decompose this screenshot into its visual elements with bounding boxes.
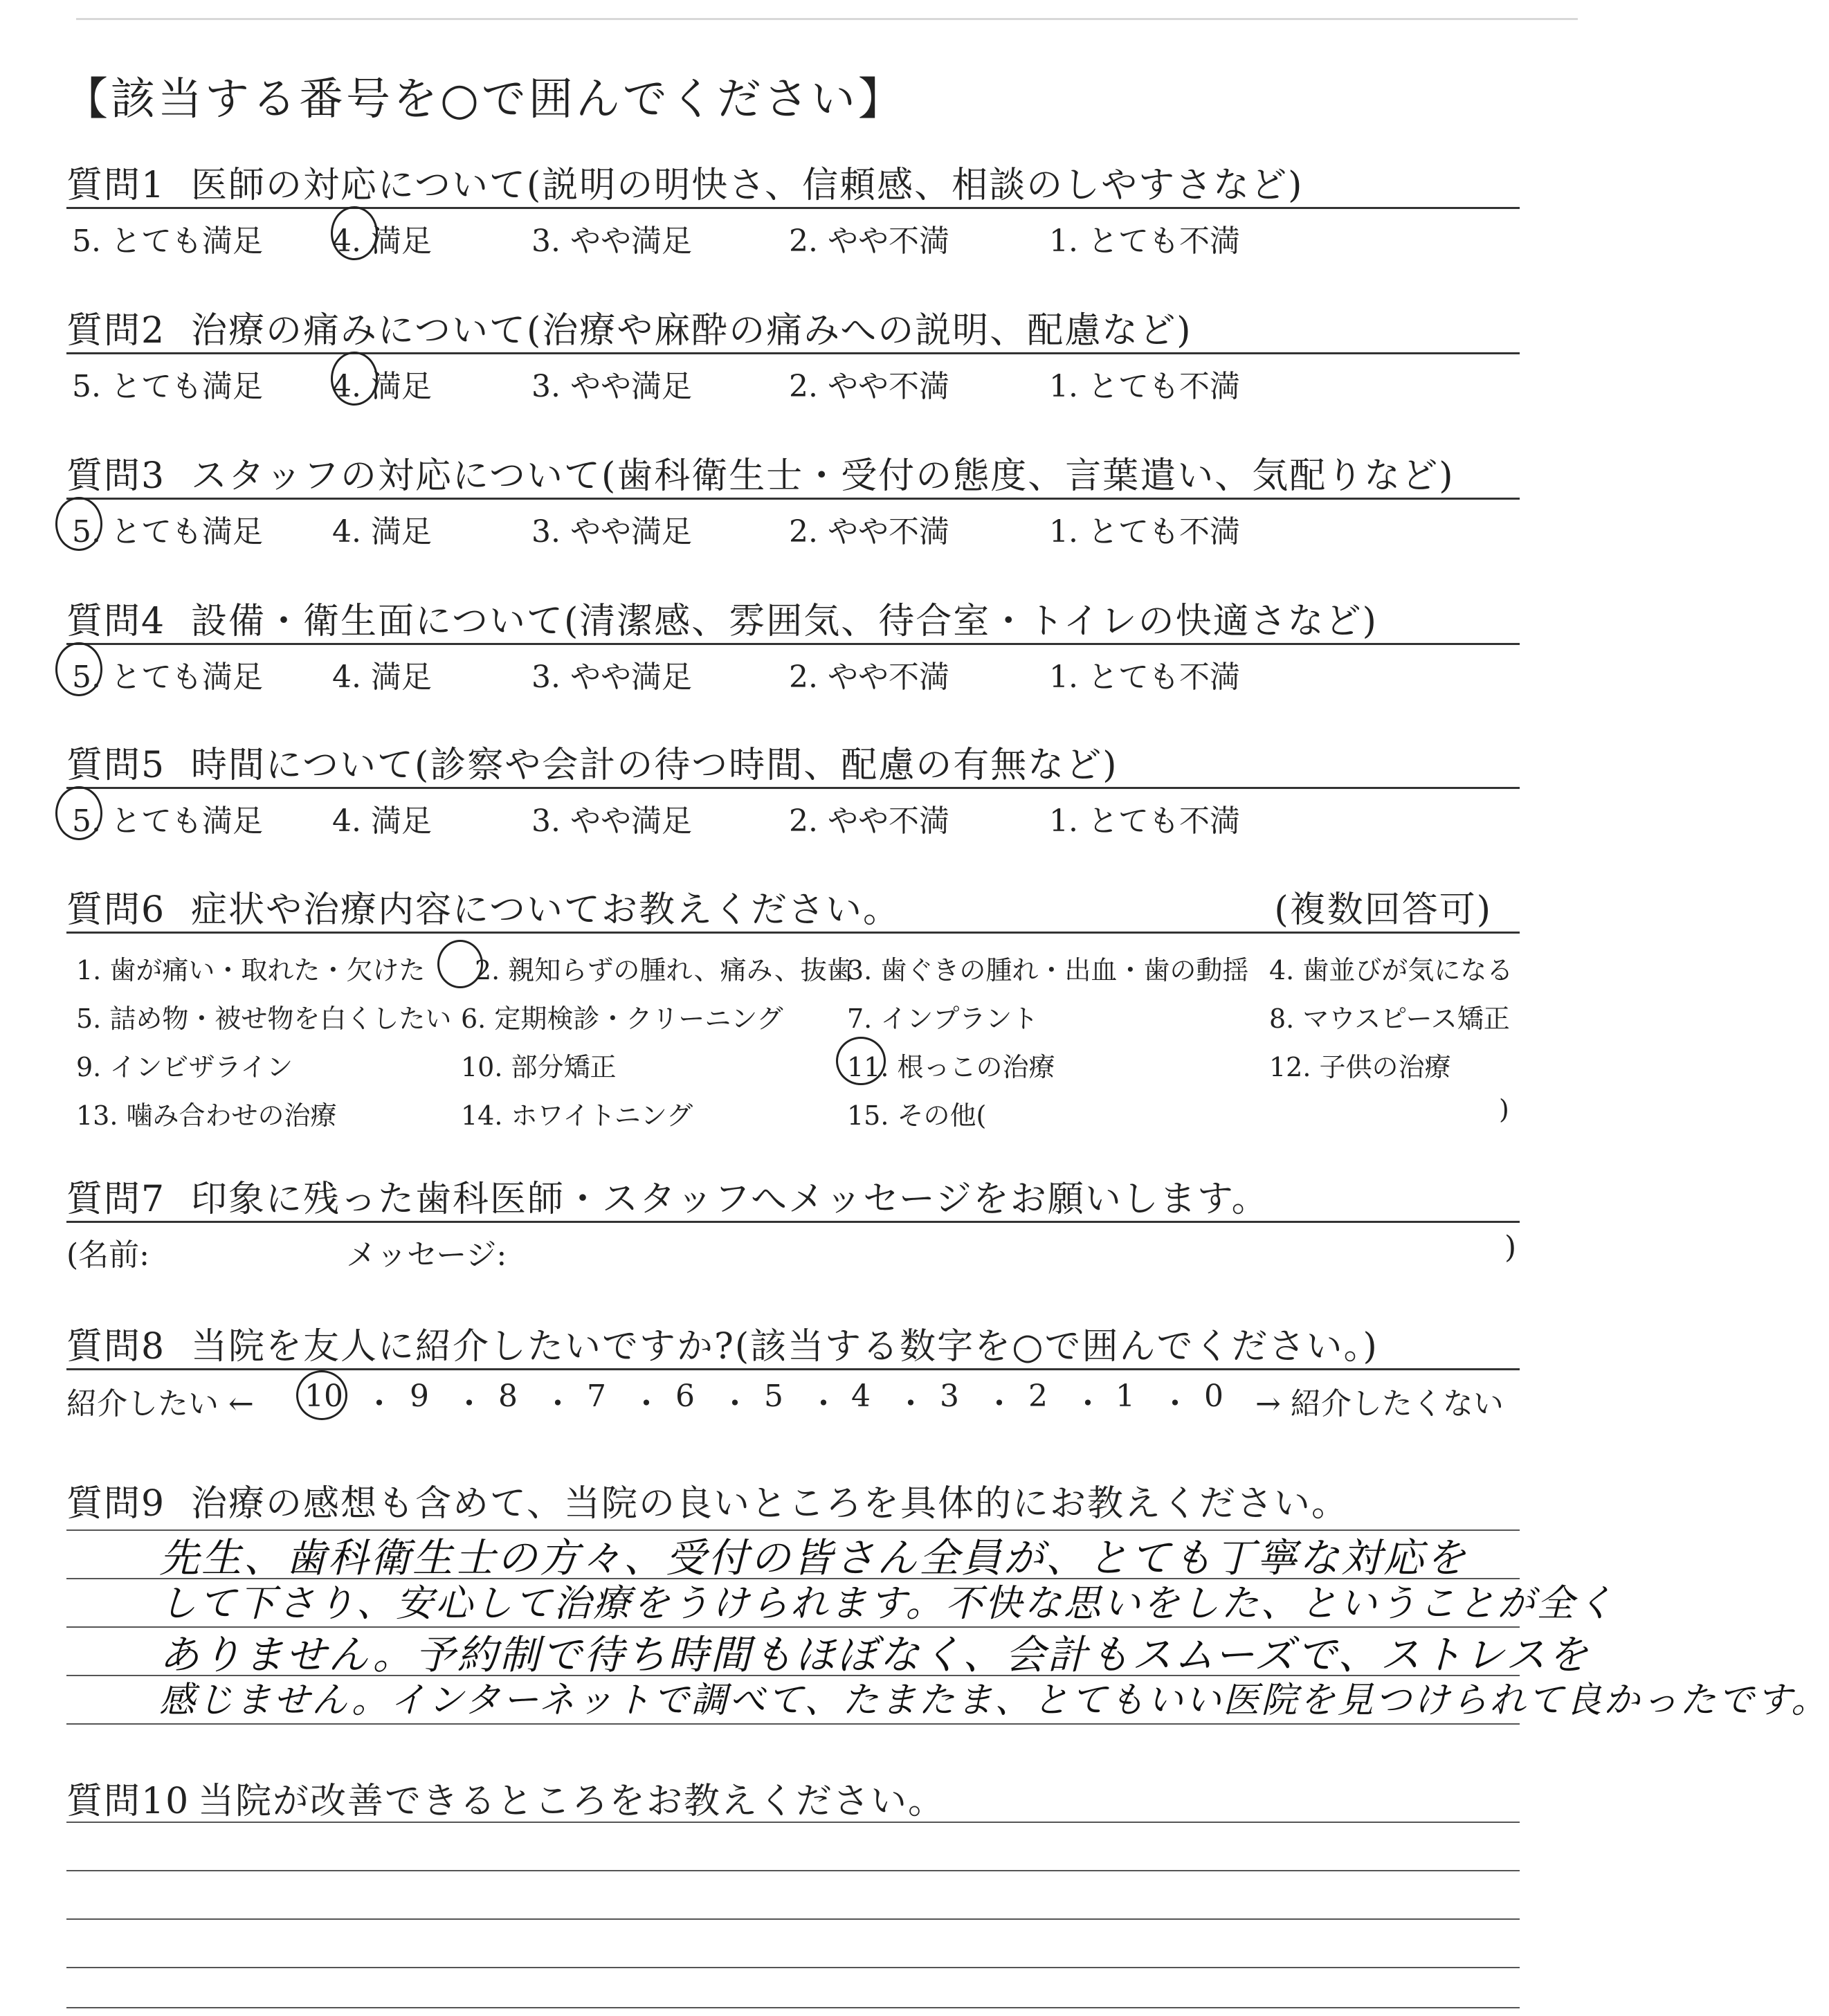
question-number: 質問10 <box>66 1781 190 1822</box>
symptom-option[interactable]: 1. 歯が痛い・取れた・欠けた <box>76 955 426 986</box>
option-5[interactable]: 5. とても満足 <box>72 803 263 839</box>
question-8 <box>66 1317 1520 1422</box>
recommend-scale <box>66 1370 1520 1422</box>
scale-value-7[interactable]: 7 <box>587 1379 606 1414</box>
question-text: スタッフの対応について(歯科衛生士・受付の態度、言葉遣い、気配りなど) <box>191 455 1455 497</box>
question-number: 質問1 <box>66 165 166 206</box>
question-1 <box>66 156 1520 259</box>
option-3[interactable]: 3. やや満足 <box>531 369 692 404</box>
option-2[interactable]: 2. やや不満 <box>789 660 949 695</box>
option-1[interactable]: 1. とても不満 <box>1049 514 1240 550</box>
symptom-option[interactable]: 13. 噛み合わせの治療 <box>76 1100 337 1131</box>
scale-value-2[interactable]: 2 <box>1028 1379 1048 1414</box>
form-title: 【該当する番号を○で囲んでください】 <box>64 74 905 125</box>
scale-dot: ・ <box>895 1386 926 1422</box>
option-3[interactable]: 3. やや満足 <box>531 803 692 839</box>
option-5[interactable]: 5. とても満足 <box>72 224 263 259</box>
scale-right-label: → 紹介したくない <box>1255 1386 1504 1422</box>
question-6 <box>66 880 1520 1131</box>
scale-dot: ・ <box>543 1386 573 1422</box>
question-number: 質問4 <box>66 601 166 642</box>
scale-value-5[interactable]: 5 <box>764 1379 783 1414</box>
rating-options <box>66 645 1520 695</box>
symptom-option-other[interactable]: 15. その他( <box>847 1100 987 1131</box>
scale-value-8[interactable]: 8 <box>498 1379 518 1414</box>
scale-dot: ・ <box>364 1386 394 1422</box>
symptom-option[interactable]: 6. 定期検診・クリーニング <box>461 1004 783 1034</box>
scale-dot: ・ <box>631 1386 662 1422</box>
option-3[interactable]: 3. やや満足 <box>531 224 692 259</box>
question-text: 当院が改善できるところをお教えください。 <box>198 1781 946 1822</box>
question-2 <box>66 301 1520 404</box>
question-text: 症状や治療内容についてお教えください。 <box>191 889 900 931</box>
symptom-option[interactable]: 7. インプラント <box>847 1004 1039 1034</box>
symptom-option[interactable]: 10. 部分矯正 <box>461 1052 617 1082</box>
scale-dot: ・ <box>1073 1386 1103 1422</box>
scale-value-3[interactable]: 3 <box>940 1379 959 1414</box>
question-7 <box>66 1170 1520 1273</box>
option-2[interactable]: 2. やや不満 <box>789 803 949 839</box>
question-text: 設備・衛生面について(清潔感、雰囲気、待合室・トイレの快適さなど) <box>191 601 1378 642</box>
message-label[interactable]: メッセージ: <box>346 1237 507 1273</box>
scale-value-9[interactable]: 9 <box>410 1379 429 1414</box>
selection-circle <box>836 1037 886 1085</box>
question-text: 治療の感想も含めて、当院の良いところを具体的にお教えください。 <box>191 1483 1349 1525</box>
selection-circle <box>437 940 483 988</box>
answer-line <box>66 1918 1520 1920</box>
option-1[interactable]: 1. とても不満 <box>1049 369 1240 404</box>
option-4[interactable]: 4. 満足 <box>332 803 432 839</box>
question-text: 医師の対応について(説明の明快さ、信頼感、相談のしやすさなど) <box>191 165 1304 206</box>
question-number: 質問6 <box>66 889 166 931</box>
handwritten-answer-line: ありません。予約制で待ち時間もほぼなく、会計もスムーズで、ストレスを <box>159 1631 1590 1678</box>
answer-line <box>66 1870 1520 1871</box>
option-4[interactable]: 4. 満足 <box>332 660 432 695</box>
option-4[interactable]: 4. 満足 <box>332 514 432 550</box>
selection-circle <box>331 206 378 260</box>
selection-circle <box>55 786 102 840</box>
symptom-options <box>66 934 1520 1131</box>
answer-line <box>66 2007 1520 2008</box>
question-text: 当院を友人に紹介したいですか?(該当する数字を○で囲んでください。) <box>191 1326 1378 1368</box>
option-2[interactable]: 2. やや不満 <box>789 514 949 550</box>
symptom-option[interactable]: 5. 詰め物・被せ物を白くしたい <box>76 1004 452 1034</box>
scale-value-1[interactable]: 1 <box>1116 1379 1135 1414</box>
top-rule <box>76 18 1578 20</box>
scale-left-label: 紹介したい ← <box>66 1386 254 1422</box>
question-number: 質問7 <box>66 1179 166 1220</box>
selection-circle <box>331 352 378 406</box>
option-5[interactable]: 5. とても満足 <box>72 660 263 695</box>
option-3[interactable]: 3. やや満足 <box>531 514 692 550</box>
handwritten-answer-line: 感じません。インターネットで調べて、たまたま、とてもいい医院を見つけられて良かったです。 <box>159 1680 1829 1721</box>
question-text: 時間について(診察や会計の待つ時間、配慮の有無など) <box>191 745 1118 786</box>
selection-circle <box>55 497 102 551</box>
question-9 <box>66 1474 1520 1525</box>
option-4[interactable]: 4. 満足 <box>332 369 432 404</box>
message-close-paren: ) <box>1504 1230 1517 1265</box>
scale-value-6[interactable]: 6 <box>675 1379 695 1414</box>
selection-circle <box>55 642 102 696</box>
scale-value-4[interactable]: 4 <box>851 1379 871 1414</box>
rating-options <box>66 500 1520 550</box>
question-5 <box>66 736 1520 839</box>
option-4[interactable]: 4. 満足 <box>332 224 432 259</box>
question-10 <box>66 1772 1520 1822</box>
option-1[interactable]: 1. とても不満 <box>1049 803 1240 839</box>
symptom-option[interactable]: 9. インビザライン <box>76 1052 293 1082</box>
scale-dot: ・ <box>454 1386 484 1422</box>
symptom-option[interactable]: 14. ホワイトニング <box>461 1100 693 1131</box>
question-number: 質問9 <box>66 1483 166 1525</box>
question-4 <box>66 592 1520 695</box>
question-3 <box>66 446 1520 550</box>
scale-value-10[interactable]: 10 <box>304 1379 343 1414</box>
symptom-option[interactable]: 11. 根っこの治療 <box>847 1052 1055 1082</box>
symptom-option[interactable]: 4. 歯並びが気になる <box>1269 955 1513 986</box>
multi-answer-note: (複数回答可) <box>1274 889 1492 931</box>
question-number: 質問3 <box>66 455 166 497</box>
question-number: 質問2 <box>66 310 166 352</box>
scale-dot: ・ <box>720 1386 750 1422</box>
scale-dot: ・ <box>984 1386 1014 1422</box>
answer-line <box>66 1723 1520 1725</box>
rating-options <box>66 789 1520 839</box>
symptom-option[interactable]: 3. 歯ぐきの腫れ・出血・歯の動揺 <box>847 955 1249 986</box>
option-5[interactable]: 5. とても満足 <box>72 369 263 404</box>
option-2[interactable]: 2. やや不満 <box>789 224 949 259</box>
option-5[interactable]: 5. とても満足 <box>72 514 263 550</box>
question-text: 治療の痛みについて(治療や麻酔の痛みへの説明、配慮など) <box>191 310 1192 352</box>
option-2[interactable]: 2. やや不満 <box>789 369 949 404</box>
symptom-option[interactable]: 8. マウスピース矯正 <box>1269 1004 1510 1034</box>
rating-options <box>66 209 1520 259</box>
symptom-option[interactable]: 12. 子供の治療 <box>1269 1052 1451 1082</box>
question-number: 質問8 <box>66 1326 166 1368</box>
scale-dot: ・ <box>808 1386 839 1422</box>
question-text: 印象に残った歯科医師・スタッフへメッセージをお願いします。 <box>191 1179 1269 1220</box>
answer-line <box>66 1967 1520 1968</box>
selection-circle <box>296 1370 347 1420</box>
option-1[interactable]: 1. とても不満 <box>1049 660 1240 695</box>
handwritten-answer-line: 先生、歯科衛生士の方々、受付の皆さん全員が、とても丁寧な対応を <box>159 1534 1468 1581</box>
rating-options <box>66 354 1520 404</box>
symptom-option[interactable]: 2. 親知らずの腫れ、痛み、抜歯 <box>475 955 853 986</box>
message-fields <box>66 1223 1520 1273</box>
name-label[interactable]: (名前: <box>66 1237 149 1273</box>
handwritten-answer-line: して下さり、安心して治療をうけられます。不快な思いをした、ということが全く <box>159 1581 1616 1625</box>
option-3[interactable]: 3. やや満足 <box>531 660 692 695</box>
option-1[interactable]: 1. とても不満 <box>1049 224 1240 259</box>
answer-line <box>66 1822 1520 1823</box>
other-close-paren: ) <box>1499 1094 1509 1125</box>
question-number: 質問5 <box>66 745 166 786</box>
scale-dot: ・ <box>1160 1386 1190 1422</box>
scale-value-0[interactable]: 0 <box>1204 1379 1223 1414</box>
